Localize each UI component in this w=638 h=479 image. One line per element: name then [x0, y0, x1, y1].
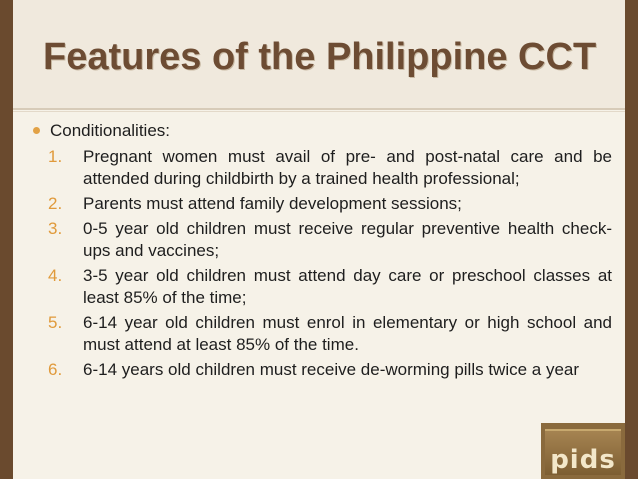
slide-title: Features of the Philippine CCT — [43, 36, 597, 78]
list-item-number: 3. — [48, 219, 63, 238]
bullet-heading-text: Conditionalities: — [50, 121, 171, 140]
list-item-number: 2. — [48, 194, 63, 213]
list-item — [30, 218, 620, 262]
list-item — [30, 312, 620, 356]
list-item-number: 4. — [48, 266, 63, 285]
list-item-number: 6. — [48, 360, 63, 379]
title-divider-secondary — [13, 111, 625, 112]
list-item-text: 3-5 year old children must attend day care or preschool classes at least 85% of the time; — [83, 266, 612, 307]
list-item-number: 5. — [48, 313, 63, 332]
list-item — [30, 193, 620, 215]
list-item — [30, 146, 620, 190]
bullet-dot-icon — [33, 127, 40, 134]
list-item-text: 6-14 years old children must receive de-worming pills twice a year — [83, 360, 580, 379]
list-item-text: Parents must attend family development sessions; — [83, 194, 462, 213]
list-item-number: 1. — [48, 147, 63, 166]
pids-logo — [541, 423, 625, 479]
list-item — [30, 265, 620, 309]
title-area — [13, 0, 625, 108]
slide-content — [30, 120, 620, 384]
list-item-text: 0-5 year old children must receive regular preventive health check-ups and vaccines; — [83, 219, 612, 260]
right-decorative-band — [625, 0, 638, 479]
list-item-text: 6-14 year old children must enrol in elementary or high school and must attend at least 85% of the time. — [83, 313, 612, 354]
title-divider — [13, 108, 625, 110]
bullet-heading — [30, 120, 620, 142]
logo-text: pids — [550, 445, 616, 475]
left-decorative-band — [0, 0, 13, 479]
conditionalities-list — [30, 146, 620, 381]
logo-panel — [545, 429, 621, 475]
list-item-text: Pregnant women must avail of pre- and post-natal care and be attended during childbirth by a trained health professional; — [83, 147, 612, 188]
list-item — [30, 359, 620, 381]
